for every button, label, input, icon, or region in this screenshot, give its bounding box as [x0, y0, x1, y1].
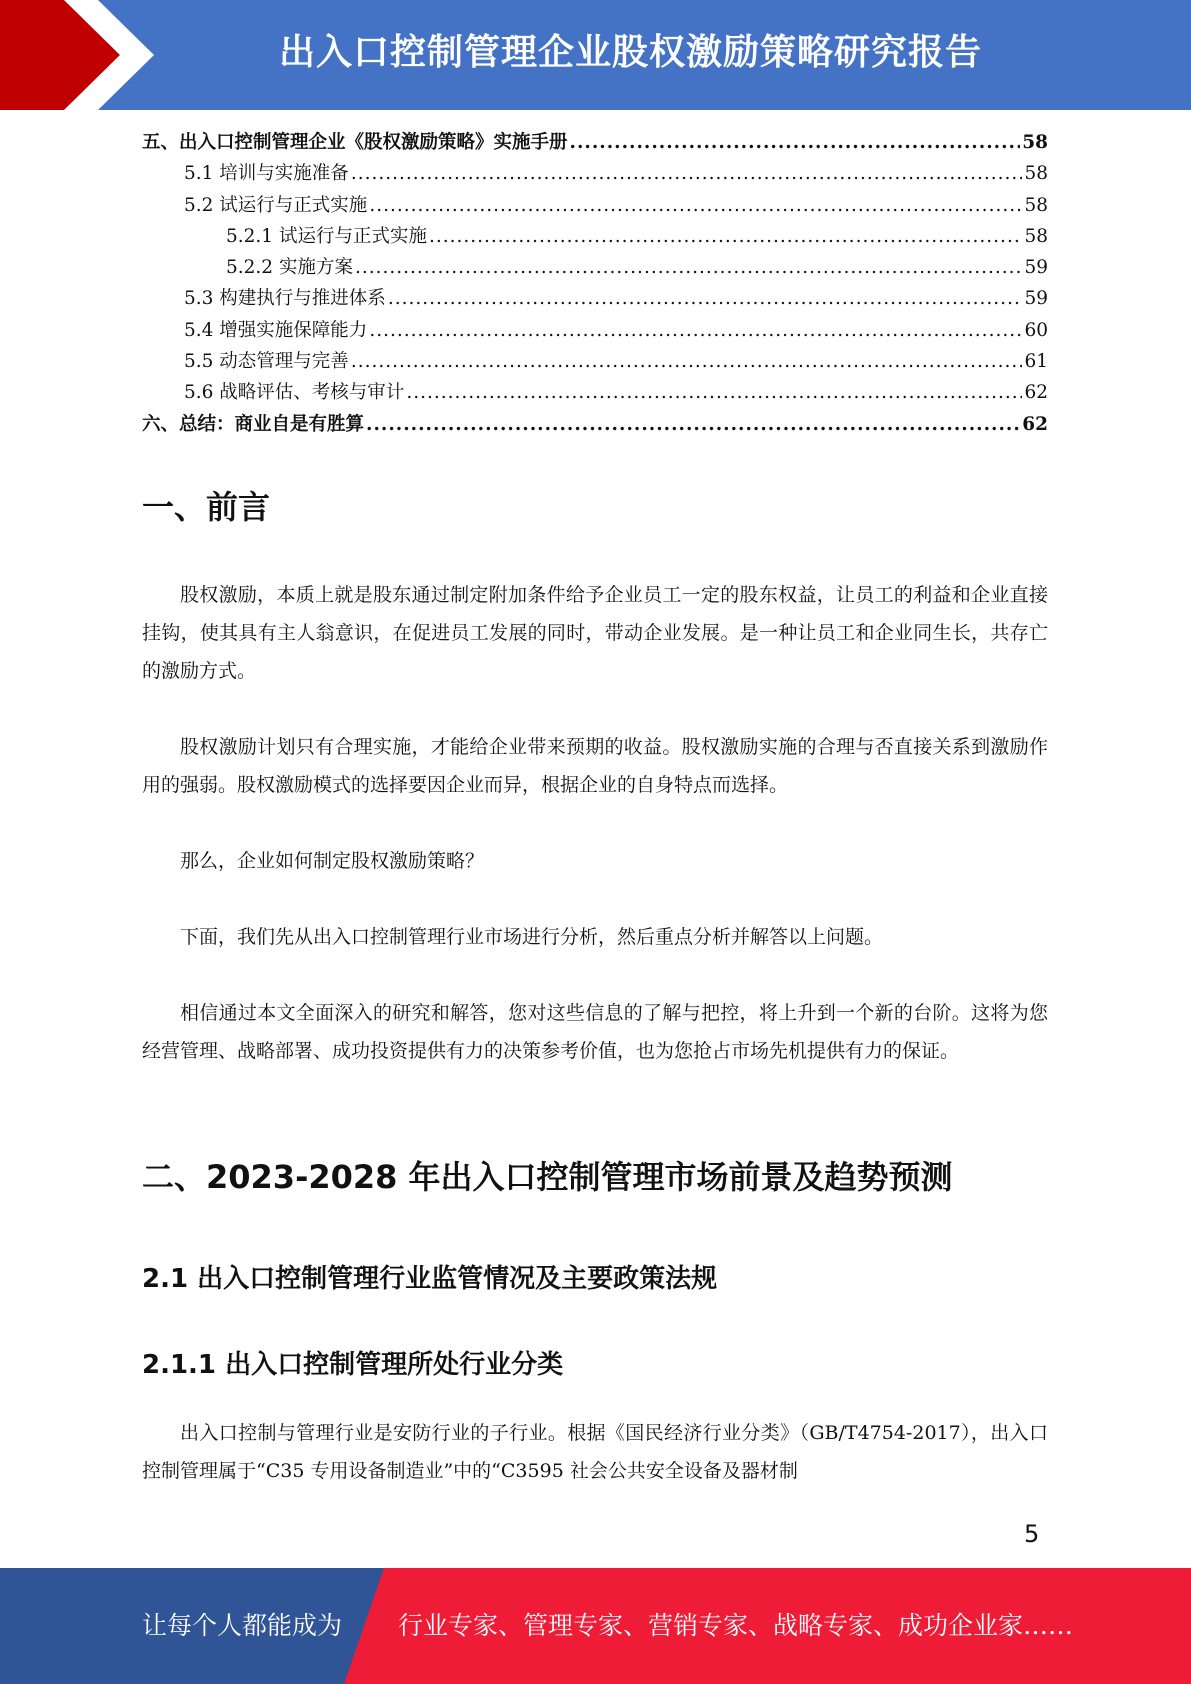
- toc-entry-title: 5.2.2 实施方案: [226, 257, 353, 279]
- toc-dot-leader: [366, 414, 1020, 435]
- toc-entry[interactable]: [142, 222, 1048, 253]
- paragraph: 相信通过本文全面深入的研究和解答，您对这些信息的了解与把控，将上升到一个新的台阶。这将为您经营管理、战略部署、成功投资提供有力的决策参考价值，也为您抢占市场先机提供有力的保证。: [142, 1002, 1048, 1062]
- toc-entry[interactable]: [142, 128, 1048, 159]
- subsection-heading: 2.1 出入口控制管理行业监管情况及主要政策法规: [142, 1264, 718, 1294]
- subsubsection-heading: 2.1.1 出入口控制管理所处行业分类: [142, 1350, 564, 1380]
- paragraph: 股权激励，本质上就是股东通过制定附加条件给予企业员工一定的股东权益，让员工的利益和企业直接挂钩，使其具有主人翁意识，在促进员工发展的同时，带动企业发展。是一种让员工和企业同生长，共存亡的激励方式。: [142, 584, 1048, 682]
- footer-slogan-right: 行业专家、管理专家、营销专家、战略专家、成功企业家……: [398, 1611, 1074, 1640]
- toc-entry[interactable]: [142, 191, 1048, 222]
- toc-entry-title: 5.2 试运行与正式实施: [184, 194, 368, 216]
- toc-entry-page: 58: [1022, 132, 1048, 153]
- document-title: 出入口控制管理企业股权激励策略研究报告: [278, 32, 982, 73]
- page-footer: [0, 1568, 1191, 1684]
- toc-entry-title: 5.2.1 试运行与正式实施: [226, 225, 427, 247]
- toc-entry[interactable]: [142, 378, 1048, 409]
- toc-entry[interactable]: [142, 410, 1048, 441]
- toc-dot-leader: [570, 132, 1021, 153]
- toc-dot-leader: [429, 226, 1022, 247]
- toc-dot-leader: [406, 382, 1022, 403]
- footer-slogan-left: 让每个人都能成为: [142, 1611, 343, 1640]
- toc-entry-title: 5.6 战略评估、考核与审计: [184, 382, 405, 404]
- paragraph: 那么，企业如何制定股权激励策略？: [180, 850, 485, 872]
- toc-entry-page: 62: [1024, 382, 1048, 404]
- toc-entry-page: 60: [1024, 319, 1048, 341]
- toc-entry[interactable]: [142, 253, 1048, 284]
- toc-entry-page: 59: [1024, 257, 1048, 279]
- toc-entry-title: 5.4 增强实施保障能力: [184, 319, 368, 341]
- paragraph: 下面，我们先从出入口控制管理行业市场进行分析，然后重点分析并解答以上问题。: [180, 926, 884, 948]
- toc-dot-leader: [355, 257, 1023, 278]
- table-of-contents: [142, 128, 1048, 441]
- toc-entry[interactable]: [142, 284, 1048, 315]
- toc-entry-title: 五、出入口控制管理企业《股权激励策略》实施手册: [142, 132, 568, 153]
- section-heading-market-forecast: 二、2023-2028 年出入口控制管理市场前景及趋势预测: [142, 1158, 953, 1196]
- toc-entry-title: 5.1 培训与实施准备: [184, 163, 349, 185]
- toc-entry-page: 61: [1024, 351, 1048, 373]
- toc-entry-page: 58: [1024, 163, 1048, 185]
- toc-entry-title: 六、总结：商业自是有胜算: [142, 413, 365, 435]
- toc-entry-page: 62: [1022, 413, 1048, 435]
- paragraph: 股权激励计划只有合理实施，才能给企业带来预期的收益。股权激励实施的合理与否直接关系到激励作用的强弱。股权激励模式的选择要因企业而异，根据企业的自身特点而选择。: [142, 736, 1048, 796]
- toc-entry[interactable]: [142, 347, 1048, 378]
- toc-dot-leader: [388, 288, 1023, 309]
- section-heading-preface: 一、前言: [142, 488, 271, 526]
- toc-entry-title: 5.3 构建执行与推进体系: [184, 288, 386, 310]
- toc-entry-page: 59: [1024, 288, 1048, 310]
- toc-dot-leader: [351, 351, 1023, 372]
- toc-dot-leader: [369, 195, 1022, 216]
- toc-entry-title: 5.5 动态管理与完善: [184, 351, 349, 373]
- toc-dot-leader: [369, 320, 1022, 341]
- toc-entry[interactable]: [142, 316, 1048, 347]
- paragraph: 出入口控制与管理行业是安防行业的子行业。根据《国民经济行业分类》（GB/T4754-2017），出入口控制管理属于“C35 专用设备制造业”中的“C3595 社会公共安全设备及器材制: [142, 1422, 1048, 1482]
- toc-dot-leader: [351, 163, 1023, 184]
- toc-entry-page: 58: [1024, 225, 1048, 247]
- toc-entry-page: 58: [1024, 194, 1048, 216]
- page-header: [0, 0, 1191, 110]
- toc-entry[interactable]: [142, 159, 1048, 190]
- page-number: 5: [1024, 1520, 1040, 1548]
